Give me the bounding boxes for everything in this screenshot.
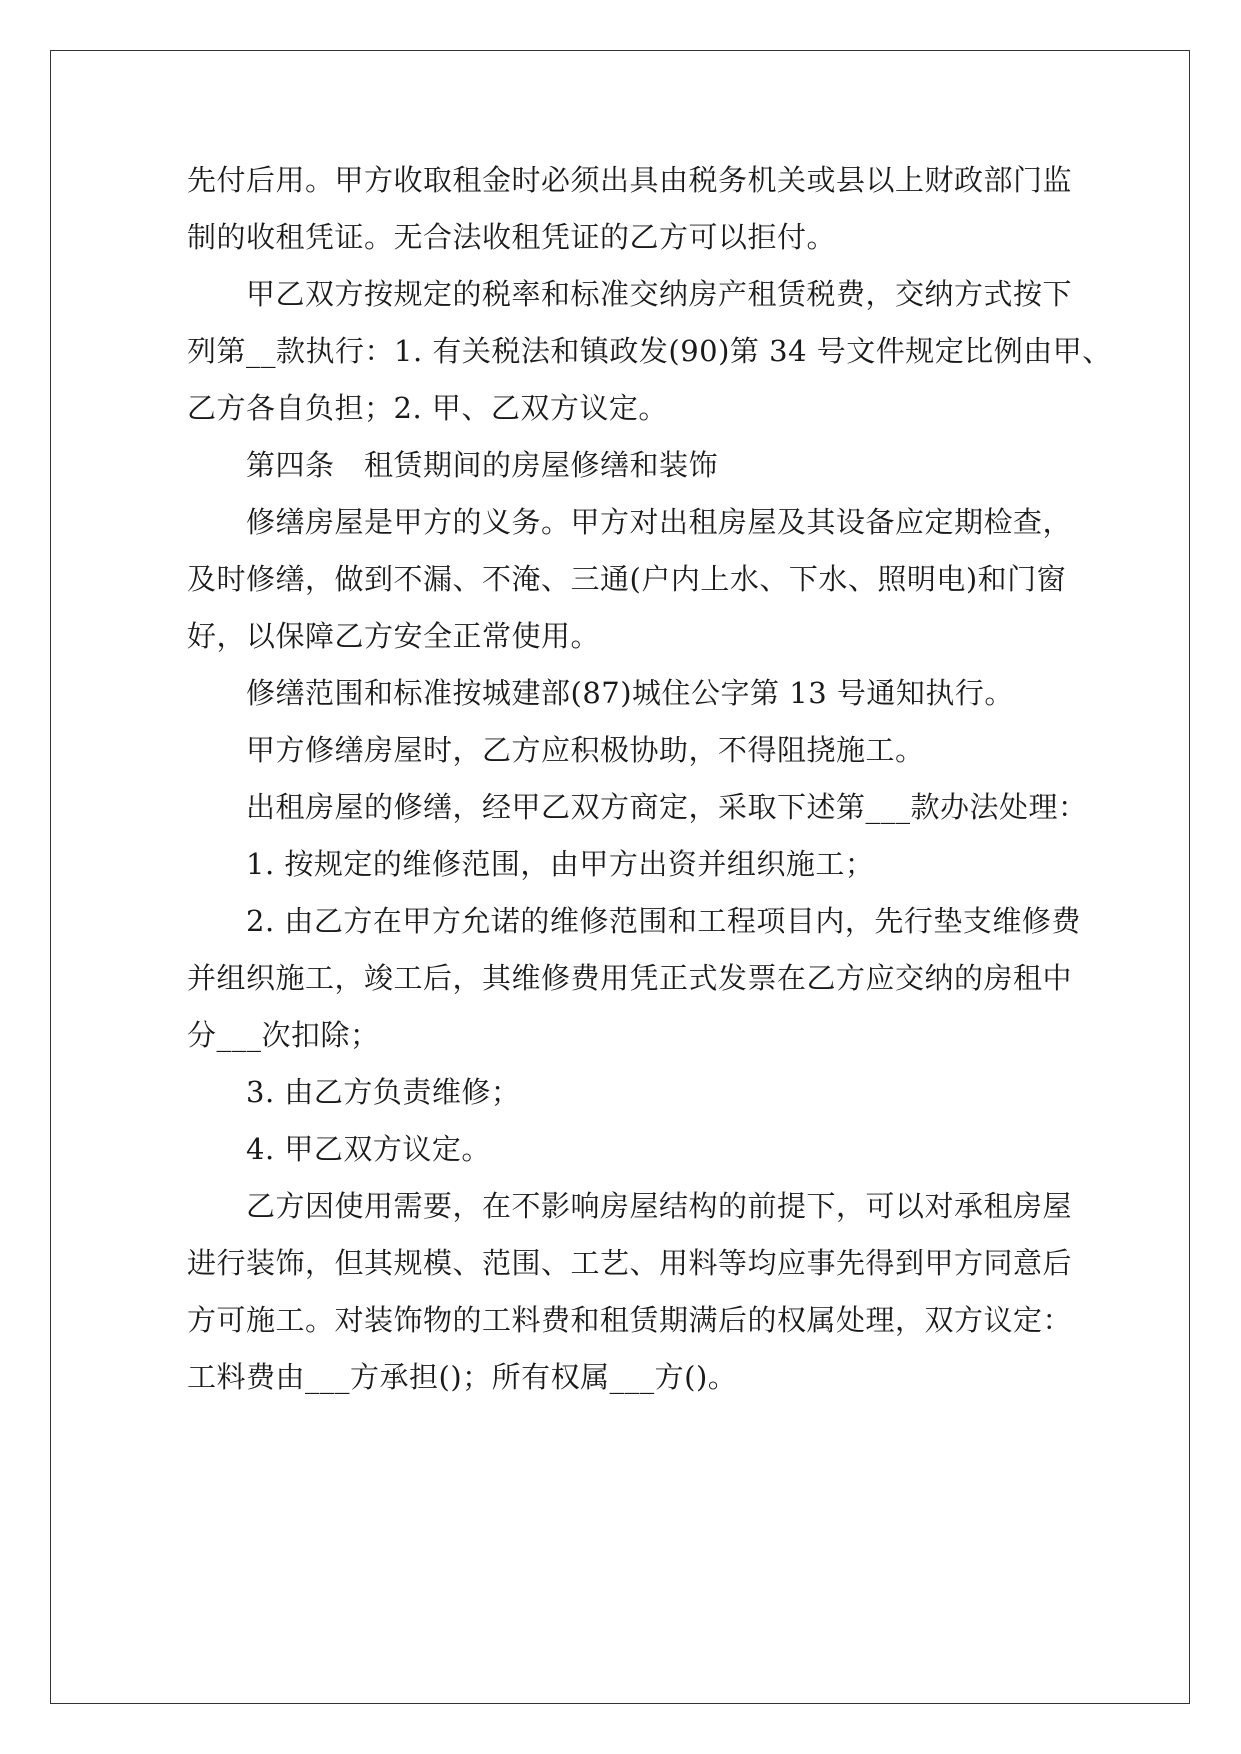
text-line: 修缮房屋是甲方的义务。甲方对出租房屋及其设备应定期检查， [246,505,1073,539]
text-line: 乙方因使用需要，在不影响房屋结构的前提下，可以对承租房屋 [246,1189,1073,1223]
text-line: 先付后用。甲方收取租金时必须出具由税务机关或县以上财政部门监 [187,163,1073,197]
text-line: 列第__款执行：1. 有关税法和镇政发(90)第 34 号文件规定比例由甲、 [187,334,1112,368]
section-heading: 第四条 租赁期间的房屋修缮和装饰 [246,448,719,482]
text-line: 甲乙双方按规定的税率和标准交纳房产租赁税费，交纳方式按下 [246,277,1073,311]
text-line: 甲方修缮房屋时，乙方应积极协助，不得阻挠施工。 [246,733,925,767]
list-item: 1. 按规定的维修范围，由甲方出资并组织施工； [246,847,875,881]
text-line: 乙方各自负担；2. 甲、乙双方议定。 [187,391,668,425]
text-line: 及时修缮，做到不漏、不淹、三通(户内上水、下水、照明电)和门窗 [187,562,1067,596]
text-line: 工料费由___方承担()；所有权属___方()。 [187,1360,738,1394]
list-item: 4. 甲乙双方议定。 [246,1132,491,1166]
list-item: 3. 由乙方负责维修； [246,1075,521,1109]
text-line: 进行装饰，但其规模、范围、工艺、用料等均应事先得到甲方同意后 [187,1246,1073,1280]
list-item: 2. 由乙方在甲方允诺的维修范围和工程项目内，先行垫支维修费 [246,904,1081,938]
text-line: 好，以保障乙方安全正常使用。 [187,619,601,653]
text-line: 并组织施工，竣工后，其维修费用凭正式发票在乙方应交纳的房租中 [187,961,1073,995]
text-line: 出租房屋的修缮，经甲乙双方商定，采取下述第___款办法处理： [246,790,1088,824]
text-line: 修缮范围和标准按城建部(87)城住公字第 13 号通知执行。 [246,676,1014,710]
text-line: 分___次扣除； [187,1018,380,1052]
text-line: 制的收租凭证。无合法收租凭证的乙方可以拒付。 [187,220,837,254]
text-line: 方可施工。对装饰物的工料费和租赁期满后的权属处理，双方议定： [187,1303,1073,1337]
